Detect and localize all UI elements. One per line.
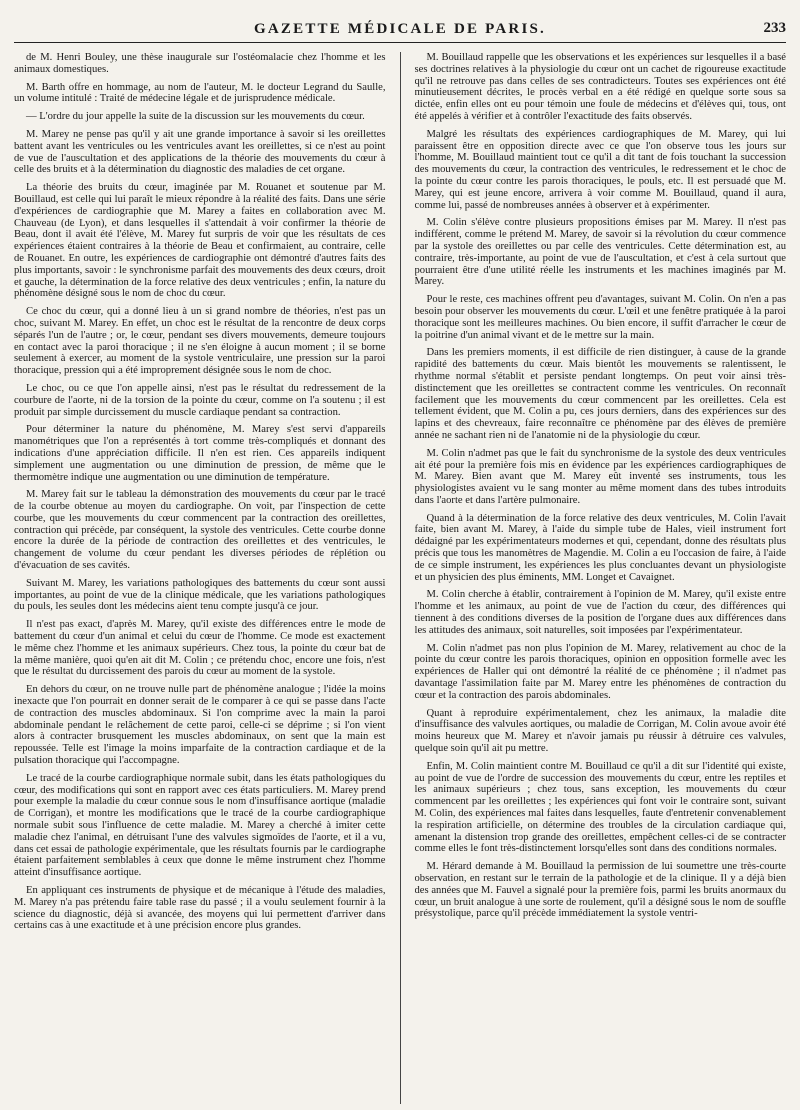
paragraph: M. Hérard demande à M. Bouillaud la permission de lui soumettre une très-courte observation, en restant sur le terrain de la pathologie et de la clinique. Il y a déjà bien des années que M. Fauvel a signalé pour la première fois, parmi les bruits anormaux du cœur, un bruit analogue à une sorte de roulement, qu'il a désigné sous le nom de souffle présystolique, parce qu'il précède immédiatement la systole ventri- — [414, 861, 786, 920]
page-number: 233 — [763, 20, 786, 36]
paragraph: Dans les premiers moments, il est difficile de rien distinguer, à cause de la grande rapidité des battements du cœur. Mais bientôt les mouvements se ralentissent, le rhythme normal s'établit et persiste pendant longtemps. On peut voir ainsi très-distinctement que les oreillettes se contractent comme les ventricules. On reconnaît facilement que les mouvements du cœur commencent par les oreillettes. Cela est tellement évident, que M. Colin a pu, ces jours derniers, dans des expériences sur des lapins et des chevreaux, faire reconnaître ce phénomène par des élèves de première année ne sachant rien ni de l'anatomie ni de la physiologie du cœur. — [414, 347, 786, 441]
paragraph: M. Colin s'élève contre plusieurs propositions émises par M. Marey. Il n'est pas indifférent, comme le prétend M. Marey, de savoir si la révolution du cœur commence par la systole des oreillettes ou par celle des ventricules. Cette détermination est, au contraire, très-importante, au point de vue de l'auscultation, et c'est à cela surtout que pourraient être d'une utilité réelle les instruments et les machines imaginés par M. Marey. — [414, 217, 786, 288]
journal-title: GAZETTE MÉDICALE DE PARIS. — [254, 20, 546, 37]
paragraph: Enfin, M. Colin maintient contre M. Bouillaud ce qu'il a dit sur l'identité qui existe, au point de vue de l'ordre de succession des mouvements du cœur, entre les reptiles et les animaux supérieurs ; chez tous, sans exception, les mouvements du cœur commencent par les oreillettes ; les expériences qui font voir le contraire sont, suivant M. Colin, des expériences mal faites dans lesquelles, faute d'entretenir convenablement la respiration artificielle, on détermine des troubles de la circulation cardiaque qui, amenant la distension trop grande des oreillettes, empêchent celles-ci de se contracter comme elles le font très-distinctement lorsqu'elles sont dans des conditions normales. — [414, 760, 786, 855]
paragraph: M. Colin n'admet pas non plus l'opinion de M. Marey, relativement au choc de la pointe du cœur contre les parois thoraciques, opinion en opposition formelle avec les expériences de Haller qui ont démontré la réalité de ce phénomène ; il n'admet pas davantage l'assimilation faite par M. Marey entre les phénomènes de contraction du cœur et la contraction des parois abdominales. — [414, 642, 786, 701]
paragraph: La théorie des bruits du cœur, imaginée par M. Rouanet et soutenue par M. Bouillaud, est celle qui lui paraît le mieux répondre à la réalité des faits. Dans une série d'expériences de cardiographie que M. Marey a faites en collaboration avec M. Chauveau (de Lyon), et dans lesquelles il s'attendait à voir confirmer la théorie de Beau, dont il avait été l'élève, M. Marey fut surpris de voir que les résultats de ces expériences étaient contraires à la théorie de Beau et confirmaient, au contraire, celle de Rouanet. En outre, les expériences de cardiographie ont démontré d'autres faits des plus importants, savoir : le synchronisme parfait des mouvements des deux cœurs, droit et gauche, la détermination de la force relative des deux ventricules ; enfin, la nature du phénomène désigné sous le nom de choc du cœur. — [14, 182, 386, 300]
paragraph: Pour déterminer la nature du phénomène, M. Marey s'est servi d'appareils manométriques que l'on a représentés à tort comme très-compliqués et donnant des indications d'une appréciation difficile. Il n'en est rien. Ces appareils indiquent simplement une augmentation ou une diminution de pression, de même que le thermomètre indique une augmentation ou une diminution de température. — [14, 424, 386, 483]
paragraph: En dehors du cœur, on ne trouve nulle part de phénomène analogue ; l'idée la moins inexacte que l'on pourrait en donner serait de le comparer à ce qui se passe dans l'acte de contraction des muscles abdominaux. Si l'on comprime avec la main la paroi abdominale pendant le relâchement de cette paroi, celle-ci se déprime ; si l'on vient alors à contracter brusquement les muscles abdominaux, on sent que la main est repoussée. Telle est l'image la moins imparfaite de la contraction cardiaque et de la pulsation thoracique qui l'accompagne. — [14, 684, 386, 767]
text-columns — [14, 52, 786, 1104]
paragraph: M. Bouillaud rappelle que les observations et les expériences sur lesquelles il a basé ses doctrines relatives à la physiologie du cœur ont un cachet de rigoureuse exactitude qu'il ne retrouve pas dans celles de ses contradicteurs. Toutes ses expériences ont été minutieusement décrites, le procès verbal en a été rédigé en quelque sorte sous sa dictée, enfin elles ont eu pour témoin une foule de médecins et d'élèves qui, tous, ont été appelés à vérifier et à contrôler l'exactitude des faits observés. — [414, 52, 786, 122]
column-divider — [400, 52, 401, 1104]
paragraph: M. Barth offre en hommage, au nom de l'auteur, M. le docteur Legrand du Saulle, un volume intitulé : Traité de médecine légale et de jurisprudence médicale. — [14, 81, 386, 105]
left-column — [14, 52, 386, 1104]
paragraph: M. Colin cherche à établir, contrairement à l'opinion de M. Marey, qu'il existe entre l'homme et les animaux, au point de vue de l'action du cœur, des différences qui tiennent à des conditions diverses de la position de l'organe dues aux différences dans les attitudes des animaux, soit naturelles, soit imposées par l'expérimentateur. — [414, 589, 786, 636]
paragraph: Quand à la détermination de la force relative des deux ventricules, M. Colin l'avait faite, bien avant M. Marey, à l'aide du simple tube de Hales, vieil instrument fort dédaigné par les expérimentateurs modernes et qui, cependant, donne des résultats plus précis que tous les manomètres de Magendie. M. Colin a eu l'occasion de faire, à l'aide de ce simple instrument, les expériences les plus concluantes devant un physiologiste et un physicien des plus éminents, MM. Longet et Cavaignet. — [414, 512, 786, 583]
paragraph: Suivant M. Marey, les variations pathologiques des battements du cœur sont aussi importantes, au point de vue de la clinique médicale, que les variations pathologiques du pouls, les seules dont les médecins aient tenu compte jusqu'à ce jour. — [14, 577, 386, 613]
paragraph: M. Marey fait sur le tableau la démonstration des mouvements du cœur par le tracé de la courbe obtenue au moyen du cardiographe. On voit, par l'inspection de cette courbe, que les mouvements du cœur commencent par la contraction des oreillettes, contraction qui précède, par conséquent, la systole des ventricules. Cette courbe donne encore la durée de la période de contraction des oreillettes et des ventricules, le changement de volume du cœur pendant les diverses périodes de réplétion ou d'évacuation de ses cavités. — [14, 489, 386, 572]
right-column — [415, 52, 787, 1104]
paragraph: Le tracé de la courbe cardiographique normale subit, dans les états pathologiques du cœur, des modifications qui sont en rapport avec ces états particuliers. M. Marey prend pour exemple la maladie du cœur connue sous le nom d'insuffisance aortique (maladie de Corrigan), et montre les modifications que le tracé de la courbe cardiographique normale subit sous l'influence de cette maladie. M. Marey a cherché à imiter cette maladie chez l'animal, en détruisant l'une des valvules sigmoïdes de l'aorte, et il a vu, dans cet essai de pathologie expérimentale, que les résultats fournis par le cardiographe étaient parfaitement semblables à ceux que donne le même instrument chez l'homme atteint d'insuffisance aortique. — [14, 772, 386, 879]
paragraph: Pour le reste, ces machines offrent peu d'avantages, suivant M. Colin. On n'en a pas besoin pour observer les mouvements du cœur. L'œil et une fenêtre pratiquée à la paroi thoracique sont les meilleures machines. Ou bien encore, il suffit d'arracher le cœur de la poitrine d'un animal vivant et de le mettre sur la main. — [414, 294, 786, 341]
paragraph: Quant à reproduire expérimentalement, chez les animaux, la maladie dite d'insuffisance des valvules aortiques, ou maladie de Corrigan, M. Colin avoue avoir été moins heureux que M. Marey et n'avoir jamais pu réussir à détruire ces valvules, quelque soin qu'il ait pu mettre. — [414, 707, 786, 755]
paragraph: Ce choc du cœur, qui a donné lieu à un si grand nombre de théories, n'est pas un choc, suivant M. Marey. En effet, un choc est le résultat de la rencontre de deux corps séparés l'un de l'autre ; or, le cœur, pendant ses divers mouvements, demeure toujours en contact avec la paroi thoracique ; il ne s'en éloigne à aucun moment ; il se borne seulement à exercer, au moment de la systole ventriculaire, une pression sur la paroi thoracique, pression qui a été improprement désignée sous le nom de choc. — [14, 306, 386, 377]
paragraph: Il n'est pas exact, d'après M. Marey, qu'il existe des différences entre le mode de battement du cœur d'un animal et celui du cœur de l'homme. Ce mode est exactement le même chez l'homme et les animaux supérieurs. Chez tous, la pointe du cœur bat de la même manière, quoi qu'en ait dit M. Colin ; ce prétendu choc, encore une fois, n'est que le résultat du durcissement des parois du cœur au moment de la systole. — [14, 619, 386, 678]
paragraph: Le choc, ou ce que l'on appelle ainsi, n'est pas le résultat du redressement de la courbure de l'aorte, ni de la torsion de la pointe du cœur, comme on l'a soutenu ; il est produit par simple durcissement du muscle cardiaque pendant sa contraction. — [14, 382, 386, 418]
paragraph: M. Colin n'admet pas que le fait du synchronisme de la systole des deux ventricules ait été pour la première fois mis en évidence par les expériences cardiographiques de M. Marey. Bien avant que M. Marey eût inventé ses instruments, tous les physiologistes avaient vu le sang monter au même moment dans des tubes introduits dans l'aorte et dans l'artère pulmonaire. — [414, 447, 786, 506]
paragraph: M. Marey ne pense pas qu'il y ait une grande importance à savoir si les oreillettes battent avant les ventricules ou les ventricules avant les oreillettes, si ce n'est au point de vue de l'auscultation et des applications de la théorie des mouvements du cœur à celle des bruits et à la détermination du diagnostic des maladies de cet organe. — [14, 128, 386, 176]
paragraph: Malgré les résultats des expériences cardiographiques de M. Marey, qui lui paraissent être en opposition directe avec ce que l'on observe tous les jours sur l'homme, M. Bouillaud maintient tout ce qu'il a dit tant de fois touchant la succession des mouvements du cœur, la contraction des ventricules, le redressement et le choc de la pointe du cœur contre les parois thoraciques, le pouls, etc. Il est persuadé que M. Marey, qui est jeune encore, arrivera à voir comme M. Bouillaud, quand il aura, comme lui, passé de nombreuses années à observer et à expérimenter. — [414, 128, 786, 211]
paragraph: de M. Henri Bouley, une thèse inaugurale sur l'ostéomalacie chez l'homme et les animaux domestiques. — [14, 52, 386, 75]
paragraph: — L'ordre du jour appelle la suite de la discussion sur les mouvements du cœur. — [26, 111, 365, 123]
paragraph: En appliquant ces instruments de physique et de mécanique à l'étude des maladies, M. Marey n'a pas prétendu faire table rase du passé ; il a voulu seulement fournir à la science du diagnostic, déjà si avancée, des moyens qui lui permettent d'arriver dans certains cas à une exactitude et à une précision encore plus grandes. — [14, 885, 386, 932]
running-header — [14, 16, 786, 43]
